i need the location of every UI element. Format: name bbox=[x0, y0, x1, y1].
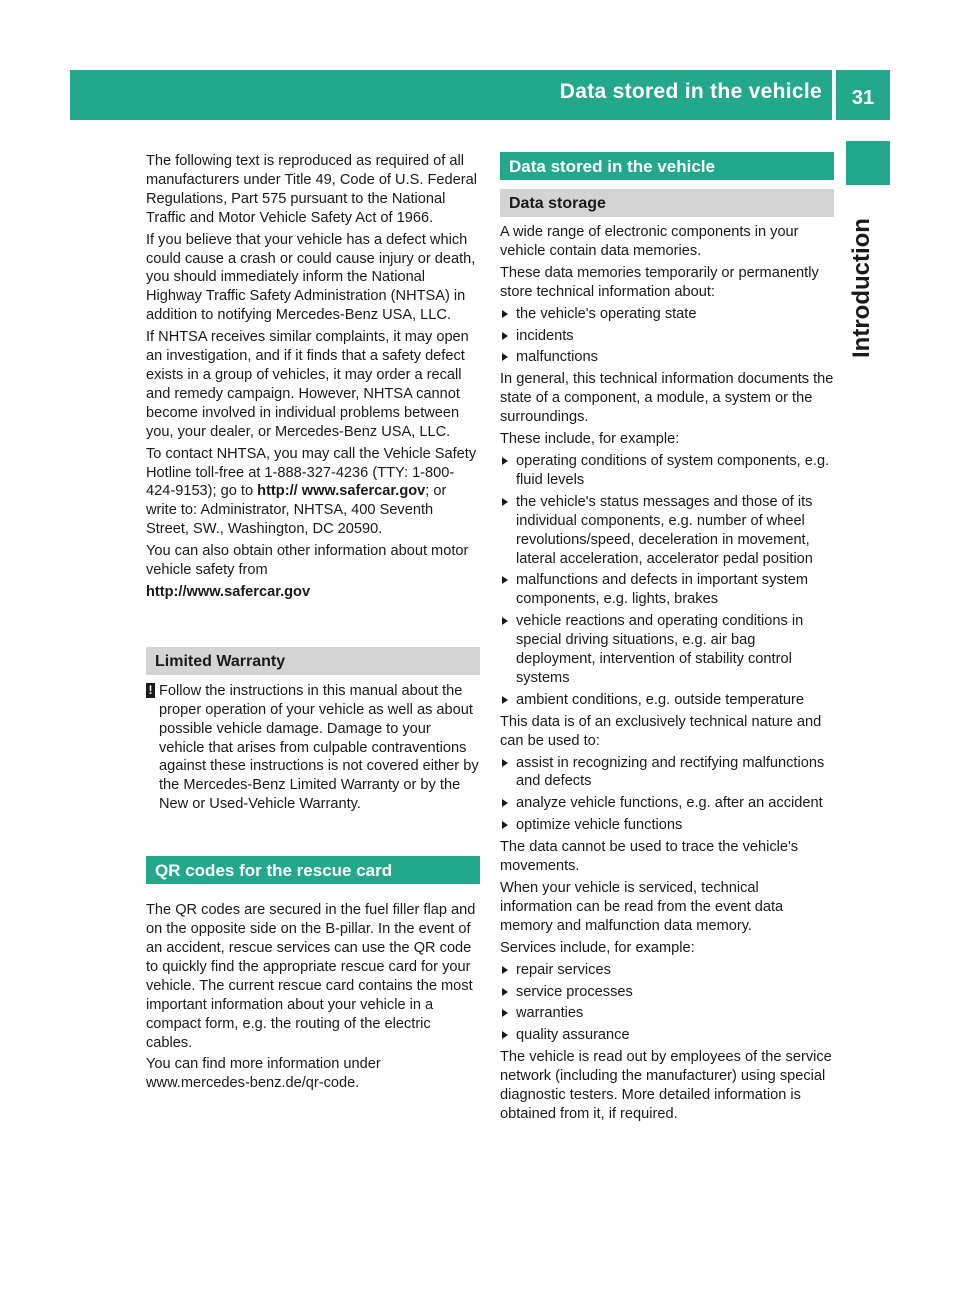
spacer bbox=[146, 817, 480, 856]
bullet-list bbox=[500, 961, 834, 1046]
text-run: To contact NHTSA, you may call the Vehicle Safety Hotline toll-free at 1-888-327-4236 (TTY: 1-800-424-9153); go to bbox=[146, 445, 477, 500]
bullet-list bbox=[500, 452, 834, 710]
list-item: the vehicle's status messages and those of its individual components, e.g. number of wheel revolutions/speed, deceleration in movement, lateral acceleration, accelerator pedal position bbox=[500, 493, 834, 569]
spacer bbox=[500, 180, 834, 189]
side-tab-marker bbox=[846, 141, 890, 185]
list-item: quality assurance bbox=[500, 1026, 834, 1045]
page-number: 31 bbox=[836, 70, 890, 120]
list-item: the vehicle's operating state bbox=[500, 305, 834, 324]
bullet-list bbox=[500, 754, 834, 836]
warning-note bbox=[146, 682, 480, 814]
safercar-link[interactable]: http:// www.safercar.gov bbox=[257, 483, 426, 500]
list-item: analyze vehicle functions, e.g. after an accident bbox=[500, 794, 834, 813]
right-column bbox=[500, 152, 834, 1127]
paragraph: Services include, for example: bbox=[500, 939, 695, 956]
spacer bbox=[146, 605, 480, 647]
left-column bbox=[146, 152, 480, 1096]
list-item: incidents bbox=[500, 327, 834, 346]
paragraph: When your vehicle is serviced, technical information can be read from the event data memory and malfunction data memory. bbox=[500, 880, 784, 934]
section-heading-qr-codes: QR codes for the rescue card bbox=[146, 856, 480, 884]
section-heading-data-stored: Data stored in the vehicle bbox=[500, 152, 834, 180]
list-item: malfunctions bbox=[500, 348, 834, 367]
paragraph: This data is of an exclusively technical nature and can be used to: bbox=[500, 713, 822, 749]
list-item: vehicle reactions and operating conditions in special driving situations, e.g. air bag deployment, intervention of stability control systems bbox=[500, 612, 834, 688]
list-item: assist in recognizing and rectifying malfunctions and defects bbox=[500, 754, 834, 792]
list-item: service processes bbox=[500, 983, 834, 1002]
paragraph: The vehicle is read out by employees of the service network (including the manufacturer) using special diagnostic testers. More detailed information is obtained from it, if required. bbox=[500, 1049, 832, 1122]
list-item: repair services bbox=[500, 961, 834, 980]
list-item: ambient conditions, e.g. outside temperature bbox=[500, 691, 834, 710]
paragraph: The following text is reproduced as required of all manufacturers under Title 49, Code of U.S. Federal Regulations, Part 575 pursuant to the National Traffic and Motor Vehicle Safety Act of 1966. bbox=[146, 153, 477, 226]
list-item: warranties bbox=[500, 1004, 834, 1023]
paragraph: If NHTSA receives similar complaints, it may open an investigation, and if it finds that a safety defect exists in a group of vehicles, it may order a recall and remedy campaign. However, NHTSA cannot become involved in individual problems between you, your dealer, or Mercedes-Benz USA, LLC. bbox=[146, 329, 469, 440]
sub-heading-data-storage: Data storage bbox=[500, 189, 834, 217]
list-item: malfunctions and defects in important system components, e.g. lights, brakes bbox=[500, 571, 834, 609]
spacer bbox=[146, 884, 480, 901]
warning-text: Follow the instructions in this manual about the proper operation of your vehicle as well as about possible vehicle damage. Damage to your vehicle that arises from culpable contraventions against these instructions is not covered either by the Mercedes-Benz Limited Warranty or by the New or Used-Vehicle Warranty. bbox=[159, 682, 479, 813]
paragraph: In general, this technical information documents the state of a component, a module, a system or the surroundings. bbox=[500, 371, 834, 426]
paragraph bbox=[146, 445, 480, 540]
safercar-link[interactable]: http://www.safercar.gov bbox=[146, 583, 311, 600]
bullet-list bbox=[500, 305, 834, 368]
paragraph: If you believe that your vehicle has a defect which could cause a crash or could cause injury or death, you should immediately inform the National Highway Traffic Safety Administration (NHTSA) in addition to notifying Mercedes-Benz USA, LLC. bbox=[146, 231, 476, 324]
paragraph: These data memories temporarily or permanently store technical information about: bbox=[500, 264, 819, 300]
section-heading-limited-warranty: Limited Warranty bbox=[146, 647, 480, 675]
header-bar bbox=[70, 70, 832, 120]
header-title: Data stored in the vehicle bbox=[559, 80, 822, 103]
warning-icon: ! bbox=[146, 683, 155, 698]
text-run: ; or write to: Administrator, NHTSA, 400 Seventh Street, SW., Washington, DC 20590. bbox=[146, 483, 447, 538]
paragraph: The QR codes are secured in the fuel filler flap and on the opposite side on the B-pillar. In the event of an accident, rescue services can use the QR code to quickly find the appropriate rescue card for your vehicle. The current rescue card contains the most important information about your vehicle in a compact form, e.g. the routing of the electric cables. bbox=[146, 902, 476, 1051]
side-tab-label: Introduction bbox=[848, 218, 875, 358]
paragraph: These include, for example: bbox=[500, 431, 680, 448]
list-item: operating conditions of system components, e.g. fluid levels bbox=[500, 452, 834, 490]
list-item: optimize vehicle functions bbox=[500, 816, 834, 835]
spacer bbox=[146, 675, 480, 682]
paragraph: The data cannot be used to trace the vehicle's movements. bbox=[500, 839, 799, 875]
paragraph: You can find more information under www.mercedes-benz.de/qr-code. bbox=[146, 1056, 381, 1092]
paragraph: A wide range of electronic components in your vehicle contain data memories. bbox=[500, 224, 799, 259]
paragraph: You can also obtain other information about motor vehicle safety from bbox=[146, 543, 469, 579]
